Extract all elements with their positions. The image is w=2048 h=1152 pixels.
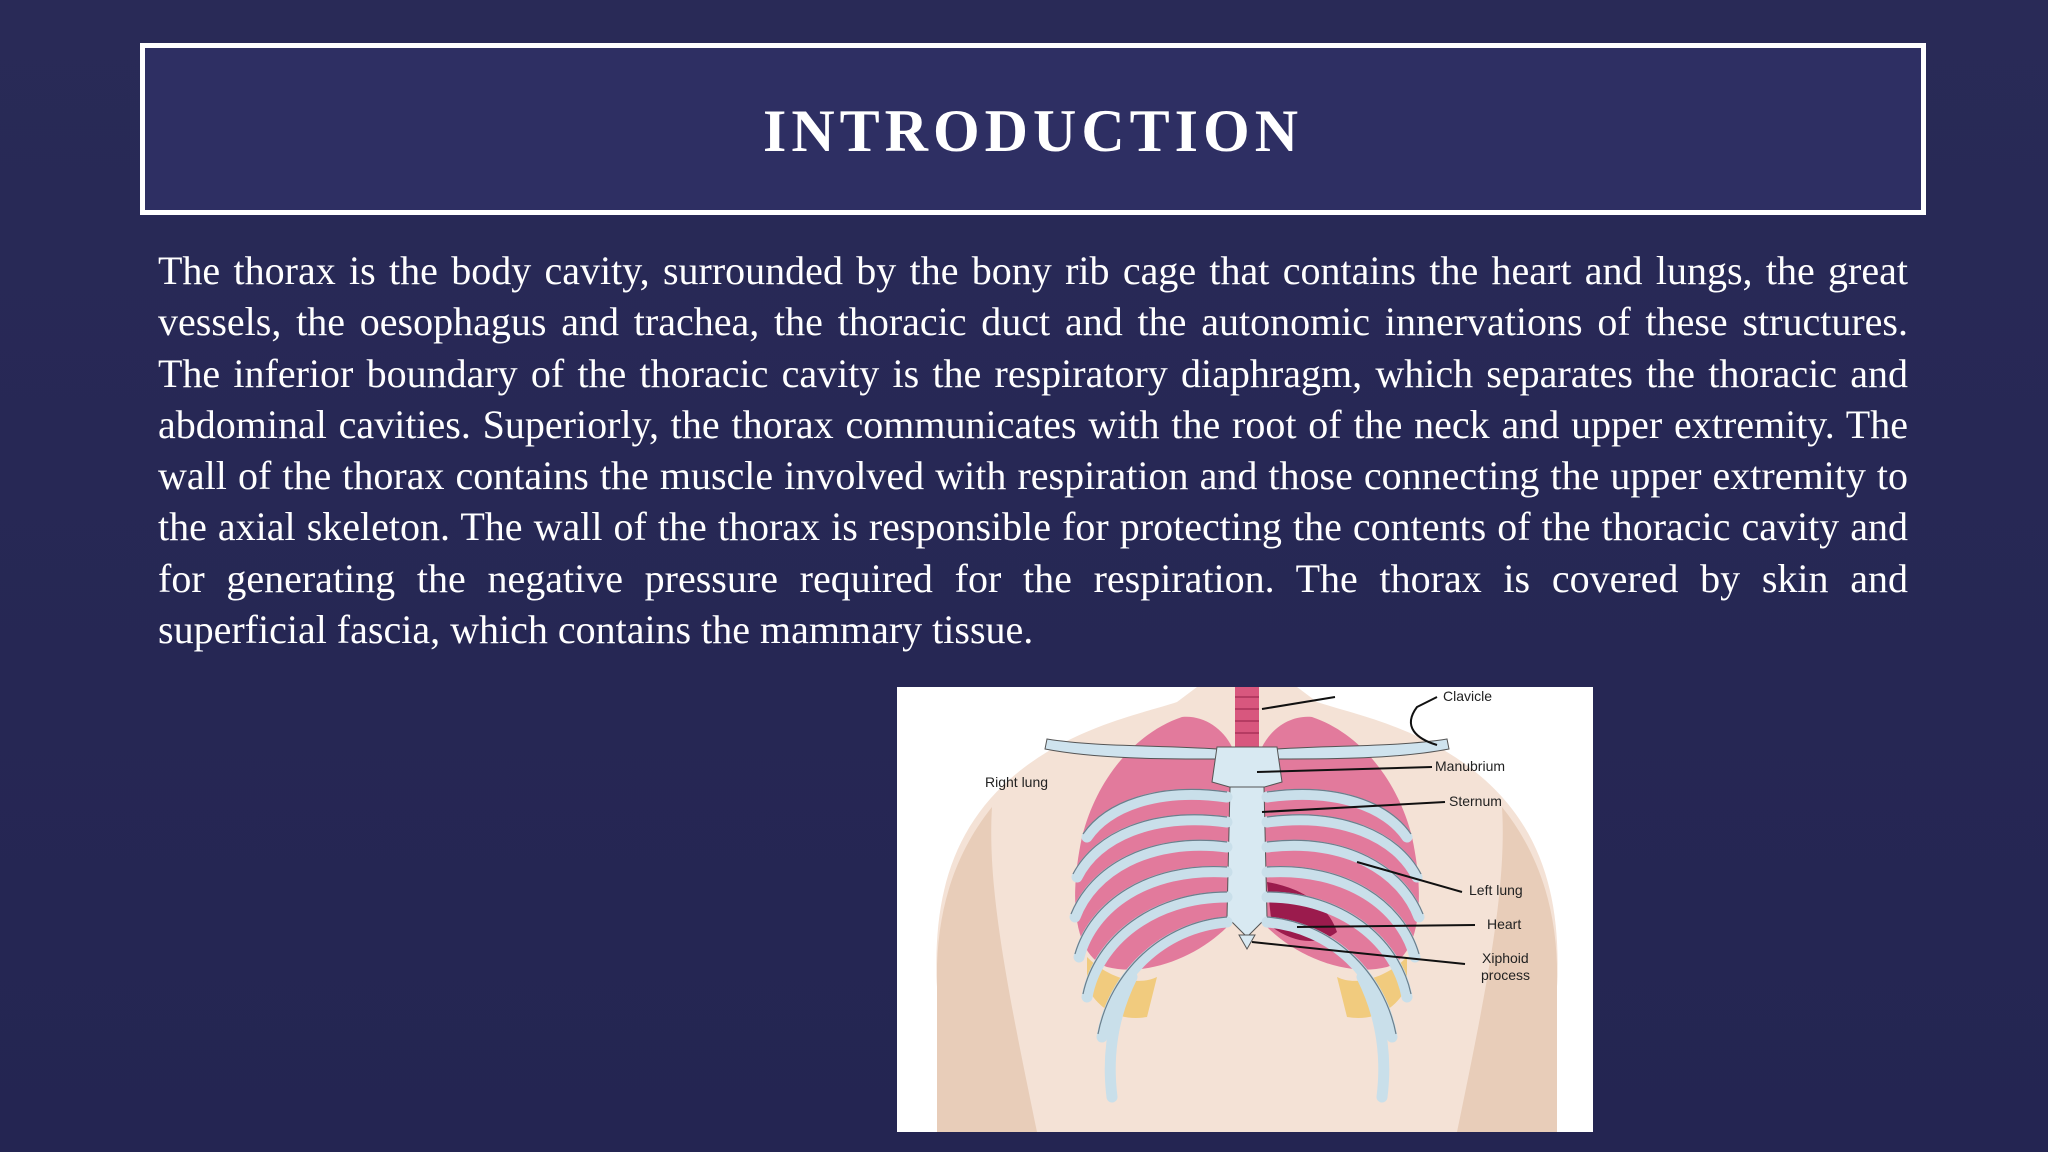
label-manubrium: Manubrium: [1435, 758, 1506, 774]
slide-title: INTRODUCTION: [762, 97, 1304, 164]
sternum-bone: [1227, 787, 1267, 937]
thorax-diagram: [897, 687, 1593, 1132]
body-paragraph: The thorax is the body cavity, surrounded by the bony rib cage that contains the heart and lungs, the great vessels, the oesophagus and trachea, the thoracic duct and the autonomic innervations of these structures. The inferior boundary of the thoracic cavity is the respiratory diaphragm, which separates the thoracic and abdominal cavities. Superiorly, the thorax communicates with the root of the neck and upper extremity. The wall of the thorax contains the muscle involved with respiration and those connecting the upper extremity to the axial skeleton. The wall of the thorax is responsible for protecting the contents of the thoracic cavity and for generating the negative pressure required for the respiration. The thorax is covered by skin and superficial fascia, which contains the mammary tissue.: [158, 248, 1908, 653]
label-clavicle: Clavicle: [1443, 688, 1493, 704]
label-left-lung: Left lung: [1469, 882, 1523, 898]
title-box: [140, 43, 1926, 215]
label-xiphoid-line2: process: [1481, 967, 1531, 983]
label-heart: Heart: [1487, 916, 1522, 932]
label-sternum: Sternum: [1449, 793, 1502, 809]
label-xiphoid-line1: Xiphoid: [1482, 950, 1529, 966]
label-right-lung: Right lung: [985, 774, 1049, 790]
manubrium-bone: [1212, 747, 1282, 792]
thorax-illustration: [897, 687, 1593, 1132]
